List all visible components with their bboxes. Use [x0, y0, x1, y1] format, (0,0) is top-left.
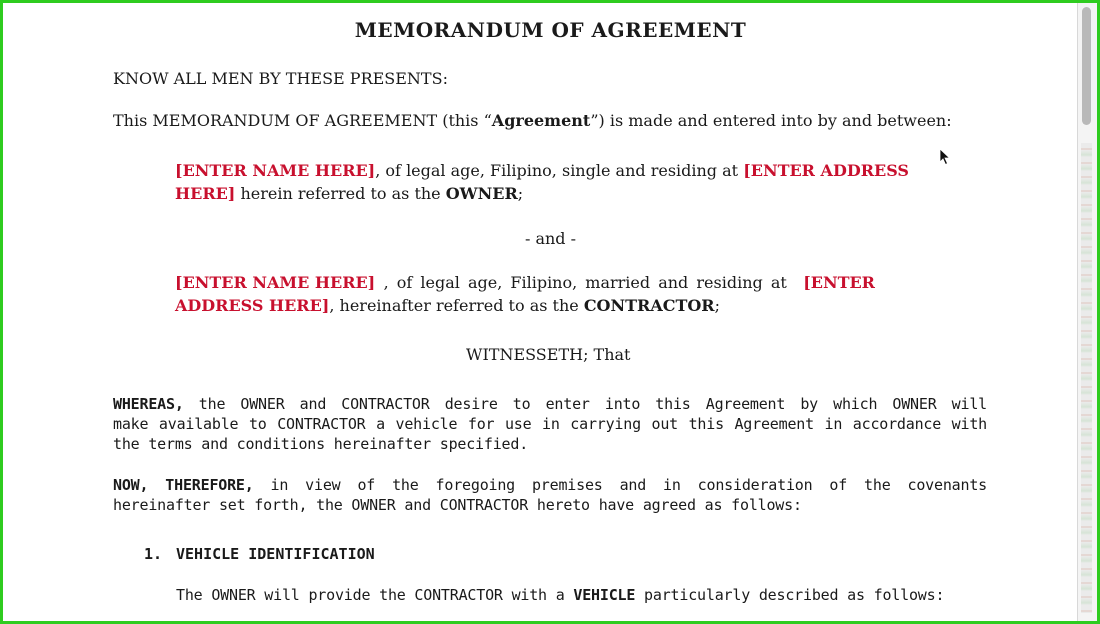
- witnesseth-line: WITNESSETH; That: [466, 345, 631, 364]
- mouse-pointer-icon: [939, 148, 951, 166]
- whereas-lead: WHEREAS,: [113, 395, 184, 413]
- party1-line2: [175, 184, 523, 204]
- intro-pre: This MEMORANDUM OF AGREEMENT (this “: [113, 111, 492, 130]
- now-therefore-line2: hereinafter set forth, the OWNER and CONTRACTOR hereto have agreed as follows:: [113, 496, 802, 514]
- party2-role: CONTRACTOR: [583, 296, 715, 315]
- party2-address-placeholder-b: ADDRESS HERE]: [175, 296, 330, 315]
- party2-post: , hereinafter referred to as the: [329, 296, 584, 315]
- scrollbar-thumb[interactable]: [1082, 7, 1091, 125]
- party1-end: ;: [517, 184, 524, 203]
- now-therefore-text1: in view of the foregoing premises and in consideration of the covenants: [253, 476, 987, 494]
- whereas-line3: the terms and conditions hereinafter specified.: [113, 435, 529, 453]
- party2-mid: , of legal age, Filipino, married and residing at: [383, 273, 795, 292]
- know-all-line: KNOW ALL MEN BY THESE PRESENTS:: [113, 69, 448, 88]
- party1-post: herein referred to as the: [235, 184, 446, 203]
- party1-address-placeholder-b: HERE]: [175, 184, 236, 203]
- vertical-scrollbar[interactable]: [1077, 3, 1097, 621]
- document-title: MEMORANDUM OF AGREEMENT: [354, 18, 747, 42]
- party2-line1: [175, 273, 875, 293]
- party1-mid: , of legal age, Filipino, single and residing at: [375, 161, 744, 180]
- whereas-line1: [113, 394, 987, 414]
- section1-text-post: particularly described as follows:: [635, 586, 945, 604]
- section1-heading: VEHICLE IDENTIFICATION: [176, 545, 375, 563]
- party1-role: OWNER: [445, 184, 518, 203]
- now-therefore-line1: [113, 475, 987, 495]
- party1-name-placeholder: [ENTER NAME HERE]: [175, 161, 376, 180]
- party1-line1: [175, 161, 909, 181]
- party2-address-placeholder-a: [ENTER: [803, 273, 875, 292]
- section1-number: 1.: [144, 545, 163, 563]
- section1-text-pre: The OWNER will provide the CONTRACTOR with a: [176, 586, 574, 604]
- party2-end: ;: [714, 296, 720, 315]
- and-separator: - and -: [524, 229, 577, 248]
- scrollbar-track-marks: [1081, 143, 1092, 613]
- party2-name-placeholder: [ENTER NAME HERE]: [175, 273, 376, 292]
- intro-paragraph: [113, 111, 952, 131]
- section1-vehicle-term: VEHICLE: [573, 586, 636, 604]
- party1-address-placeholder-a: [ENTER ADDRESS: [743, 161, 909, 180]
- now-therefore-lead: NOW, THEREFORE,: [113, 476, 254, 494]
- whereas-line2: make available to CONTRACTOR a vehicle for use in carrying out this Agreement in accordance with: [113, 415, 987, 433]
- whereas-text1: the OWNER and CONTRACTOR desire to enter into this Agreement by which OWNER will: [183, 395, 987, 413]
- intro-post: ”) is made and entered into by and between:: [590, 111, 952, 130]
- party2-line2: [175, 296, 720, 316]
- section1-text: [176, 585, 944, 605]
- document-page: [3, 3, 1078, 621]
- intro-agreement-term: Agreement: [491, 111, 591, 130]
